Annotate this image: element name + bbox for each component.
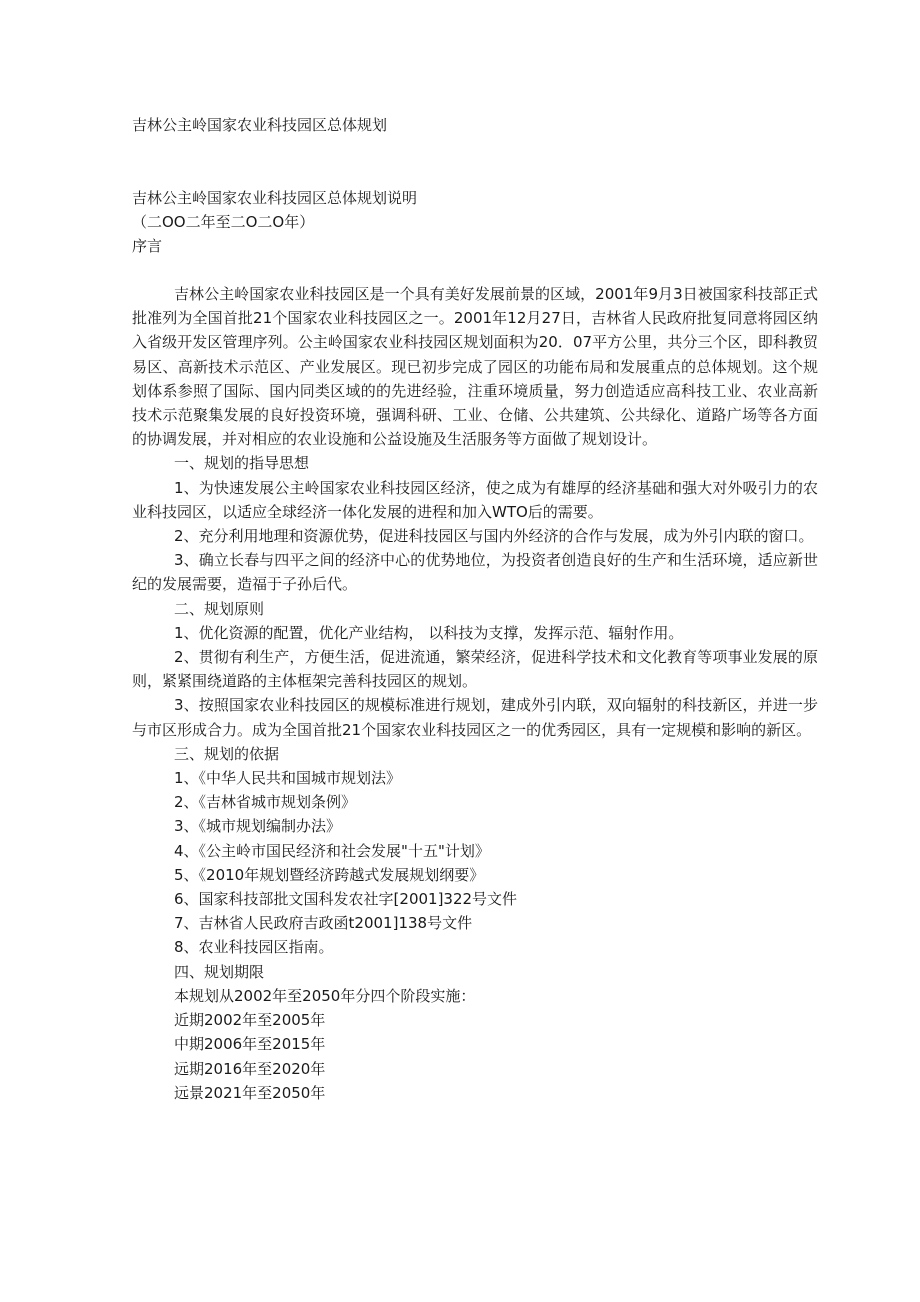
basis-item-3: 3、《城市规划编制办法》 — [174, 817, 342, 836]
section-heading-principles: 二、规划原则 — [174, 599, 265, 618]
basis-item-1: 1、《中华人民共和国城市规划法》 — [174, 769, 402, 788]
basis-item-2: 2、《吉林省城市规划条例》 — [174, 793, 357, 812]
section-heading-guiding-ideology: 一、规划的指导思想 — [174, 454, 310, 473]
document-body — [132, 282, 818, 1105]
document-title: 吉林公主岭国家农业科技园区总体规划 — [132, 116, 388, 134]
intro-paragraph: 吉林公主岭国家农业科技园区是一个具有美好发展前景的区域，2001年9月3日被国家科技部正式批准列为全国首批21个国家农业科技园区之一。2001年12月27日，吉林省人民政府批复同意将园区纳入省级开发区管理序列。公主岭国家农业科技园区规划面积为20．07平方公里，共分三个区，即科教贸易区、高新技术示范区、产业发展区。现已初步完成了园区的功能布局和发展重点的总体规划。这个规划体系参照了国际、国内同类区域的的先进经验，注重环境质量，努力创造适应高科技工业、农业高新技术示范聚集发展的良好投资环境，强调科研、工业、仓储、公共建筑、公共绿化、道路广场等各方面的协调发展，并对相应的农业设施和公益设施及生活服务等方面做了规划设计。 — [132, 285, 818, 449]
phase-near-term: 近期2002年至2005年 — [174, 1011, 326, 1030]
phase-long-term: 远期2016年至2020年 — [174, 1059, 326, 1078]
section-heading-period: 四、规划期限 — [174, 962, 265, 981]
basis-item-7: 7、吉林省人民政府吉政函t2001]138号文件 — [174, 914, 473, 933]
planning-period: （二OO二年至二O二O年） — [132, 213, 315, 231]
section-heading-basis: 三、规划的依据 — [174, 744, 280, 763]
guiding-item-3: 3、确立长春与四平之间的经济中心的优势地位，为投资者创造良好的生产和生活环境，适应新世纪的发展需要，造福于子孙后代。 — [132, 551, 818, 594]
phase-mid-term: 中期2006年至2015年 — [174, 1035, 326, 1054]
principle-item-3: 3、按照国家农业科技园区的规模标准进行规划，建成外引内联，双向辐射的科技新区，并进一步与市区形成合力。成为全国首批21个国家农业科技园区之一的优秀园区，具有一定规模和影响的新区。 — [132, 696, 818, 739]
document-header — [132, 186, 417, 258]
principle-item-2: 2、贯彻有利生产，方便生活，促进流通，繁荣经济，促进科学技术和文化教育等项事业发展的原则，紧紧围绕道路的主体框架完善科技园区的规划。 — [132, 648, 818, 691]
basis-item-4: 4、《公主岭市国民经济和社会发展"十五"计划》 — [174, 841, 490, 860]
period-intro: 本规划从2002年至2050年分四个阶段实施： — [174, 986, 476, 1005]
basis-item-5: 5、《2010年规划暨经济跨越式发展规划纲要》 — [174, 865, 485, 884]
phase-vision: 远景2021年至2050年 — [174, 1083, 326, 1102]
basis-item-6: 6、国家科技部批文国科发农社字[2001]322号文件 — [174, 890, 518, 909]
document-subtitle: 吉林公主岭国家农业科技园区总体规划说明 — [132, 189, 418, 207]
guiding-item-2: 2、充分利用地理和资源优势，促进科技园区与国内外经济的合作与发展，成为外引内联的窗口。 — [174, 527, 814, 546]
principle-item-1: 1、优化资源的配置，优化产业结构， 以科技为支撑，发挥示范、辐射作用。 — [174, 623, 684, 642]
preface-heading: 序言 — [132, 237, 163, 255]
basis-item-8: 8、农业科技园区指南。 — [174, 938, 334, 957]
guiding-item-1: 1、为快速发展公主岭国家农业科技园区经济，使之成为有雄厚的经济基础和强大对外吸引力的农业科技园区，以适应全球经济一体化发展的进程和加入WTO后的需要。 — [132, 478, 818, 521]
